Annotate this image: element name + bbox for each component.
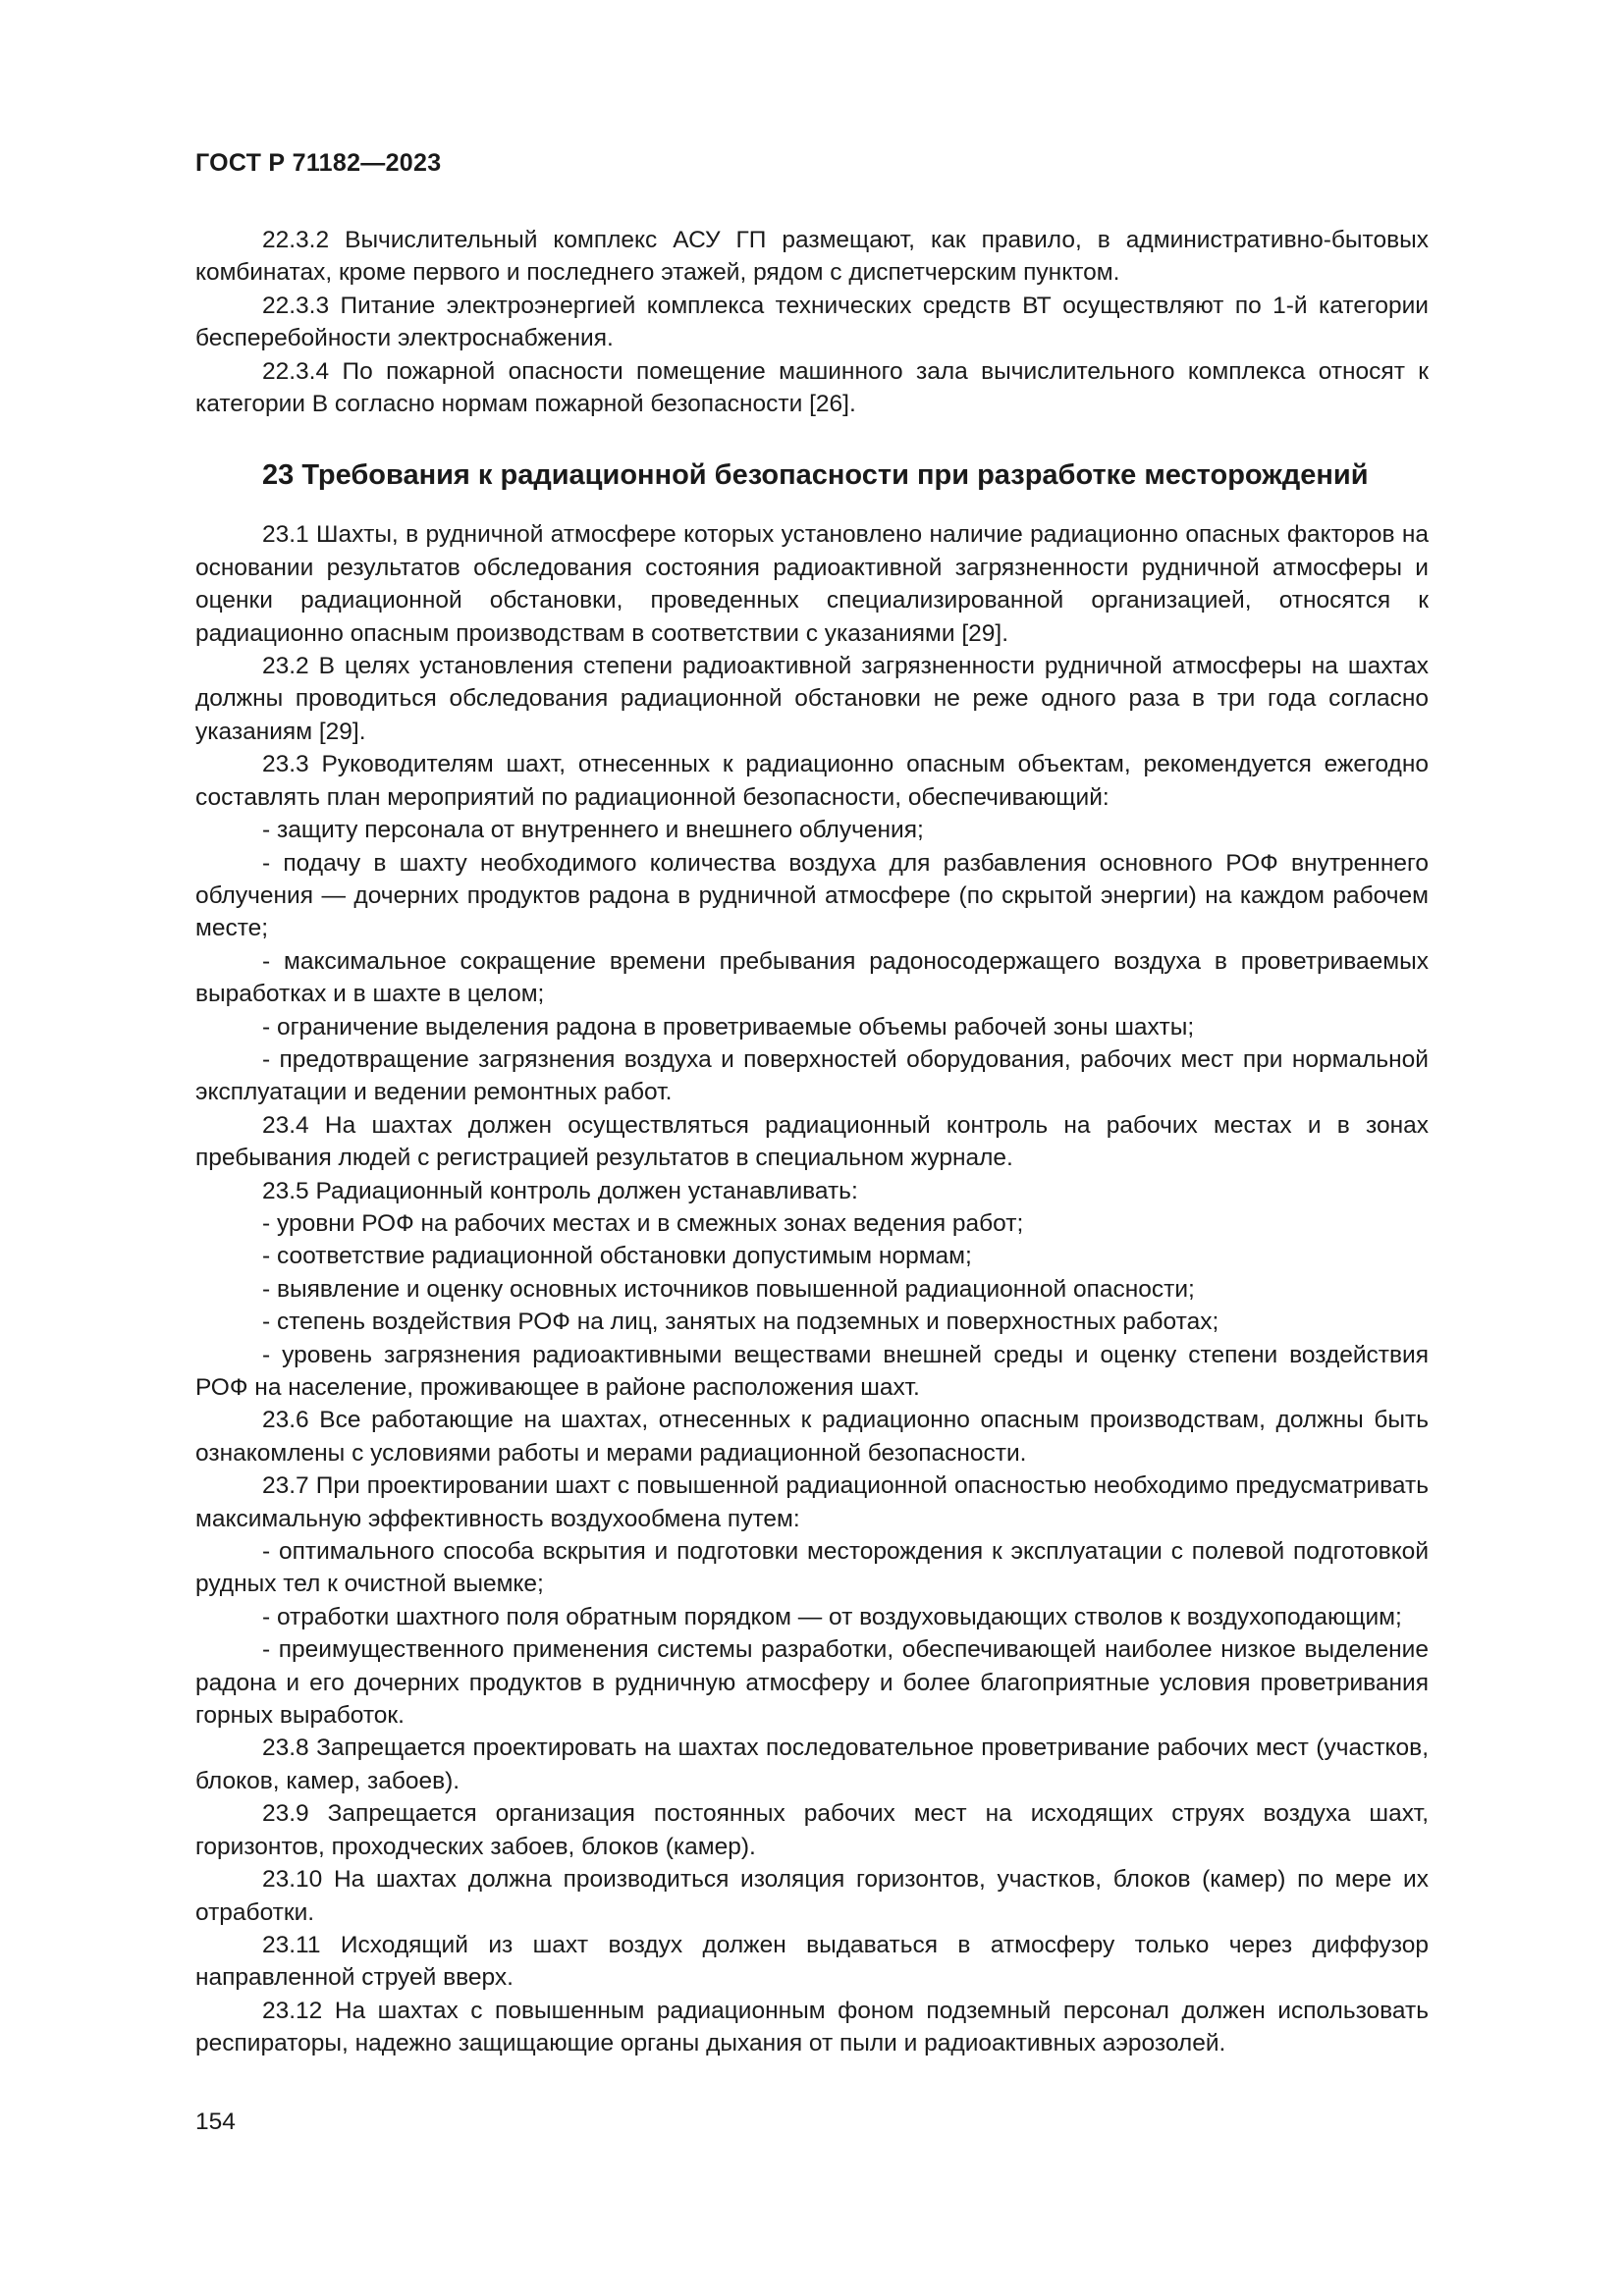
list-item: - уровни РОФ на рабочих местах и в смежных зонах ведения работ; [262, 1209, 1024, 1237]
paragraph: 22.3.2 Вычислительный комплекс АСУ ГП размещают, как правило, в административно-бытовых комбинатах, кроме первого и последнего этажей, рядом с диспетчерским пунктом. [195, 227, 1429, 287]
list-item: - предотвращение загрязнения воздуха и поверхностей оборудования, рабочих мест при нормальной эксплуатации и ведении ремонтных работ. [195, 1045, 1429, 1106]
list-item: - максимальное сокращение времени пребывания радоносодержащего воздуха в проветриваемых выработках и в шахте в целом; [195, 947, 1429, 1008]
paragraph: 23.1 Шахты, в рудничной атмосфере которых установлено наличие радиационно опасных факторов на основании результатов обследования состояния радиоактивной загрязненности рудничной атмосферы и оценки радиационной обстановки, проведенных специализированной организацией, относятся к радиационно опасным производствам в соответствии с указаниями [29]. [195, 521, 1429, 647]
list-item: - степень воздействия РОФ на лиц, занятых на подземных и поверхностных работах; [262, 1308, 1219, 1336]
list-item: - выявление и оценку основных источников повышенной радиационной опасности; [262, 1275, 1195, 1303]
paragraph: 23.12 На шахтах с повышенным радиационным фоном подземный персонал должен использовать респираторы, надежно защищающие органы дыхания от пыли и радиоактивных аэрозолей. [195, 1997, 1429, 2057]
paragraph: 23.10 На шахтах должна производиться изоляция горизонтов, участков, блоков (камер) по мере их отработки. [195, 1866, 1429, 1926]
list-item: - преимущественного применения системы разработки, обеспечивающей наиболее низкое выделение радона и его дочерних продуктов в рудничную атмосферу и более благоприятные условия проветривания горных выработок. [195, 1636, 1429, 1730]
paragraph: 22.3.4 По пожарной опасности помещение машинного зала вычислительного комплекса относят к категории В согласно нормам пожарной безопасности [26]. [195, 357, 1429, 418]
paragraph: 22.3.3 Питание электроэнергией комплекса технических средств ВТ осуществляют по 1-й категории бесперебойности электроснабжения. [195, 292, 1429, 352]
list-item: - ограничение выделения радона в проветриваемые объемы рабочей зоны шахты; [262, 1013, 1195, 1041]
document-id: ГОСТ Р 71182—2023 [195, 149, 442, 177]
list-item: - соответствие радиационной обстановки допустимым нормам; [262, 1243, 972, 1270]
paragraph: 23.7 При проектировании шахт с повышенной радиационной опасностью необходимо предусматривать максимальную эффективность воздухообмена путем: [195, 1472, 1429, 1532]
list-item: - оптимального способа вскрытия и подготовки месторождения к эксплуатации с полевой подготовкой рудных тел к очистной выемке; [195, 1538, 1429, 1598]
list-item: - защиту персонала от внутреннего и внешнего облучения; [262, 817, 924, 844]
page-number: 154 [195, 2109, 236, 2135]
paragraph: 23.5 Радиационный контроль должен устанавливать: [262, 1177, 858, 1204]
paragraph: 23.4 На шахтах должен осуществляться радиационный контроль на рабочих местах и в зонах пребывания людей с регистрацией результатов в специальном журнале. [195, 1111, 1429, 1172]
paragraph: 23.3 Руководителям шахт, отнесенных к радиационно опасным объектам, рекомендуется ежегодно составлять план мероприятий по радиационной безопасности, обеспечивающий: [195, 751, 1429, 811]
section-heading: 23 Требования к радиационной безопасности при разработке месторождений [262, 459, 1369, 492]
paragraph: 23.6 Все работающие на шахтах, отнесенных к радиационно опасным производствам, должны быть ознакомлены с условиями работы и мерами радиационной безопасности. [195, 1407, 1429, 1467]
paragraph: 23.9 Запрещается организация постоянных рабочих мест на исходящих струях воздуха шахт, горизонтов, проходческих забоев, блоков (камер). [195, 1800, 1429, 1860]
list-item: - подачу в шахту необходимого количества воздуха для разбавления основного РОФ внутреннего облучения — дочерних продуктов радона в рудничной атмосфере (по скрытой энергии) на каждом рабочем месте; [195, 849, 1429, 942]
list-item: - отработки шахтного поля обратным порядком — от воздуховыдающих стволов к воздухоподающим; [262, 1603, 1402, 1630]
paragraph: 23.8 Запрещается проектировать на шахтах последовательное проветривание рабочих мест (участков, блоков, камер, забоев). [195, 1735, 1429, 1794]
paragraph: 23.2 В целях установления степени радиоактивной загрязненности рудничной атмосферы на шахтах должны проводиться обследования радиационной обстановки не реже одного раза в три года согласно указаниям [29]. [195, 653, 1429, 745]
body-text [195, 224, 1429, 2060]
paragraph: 23.11 Исходящий из шахт воздух должен выдаваться в атмосферу только через диффузор направленной струей вверх. [195, 1931, 1429, 1992]
list-item: - уровень загрязнения радиоактивными веществами внешней среды и оценку степени воздействия РОФ на население, проживающее в районе расположения шахт. [195, 1341, 1429, 1401]
